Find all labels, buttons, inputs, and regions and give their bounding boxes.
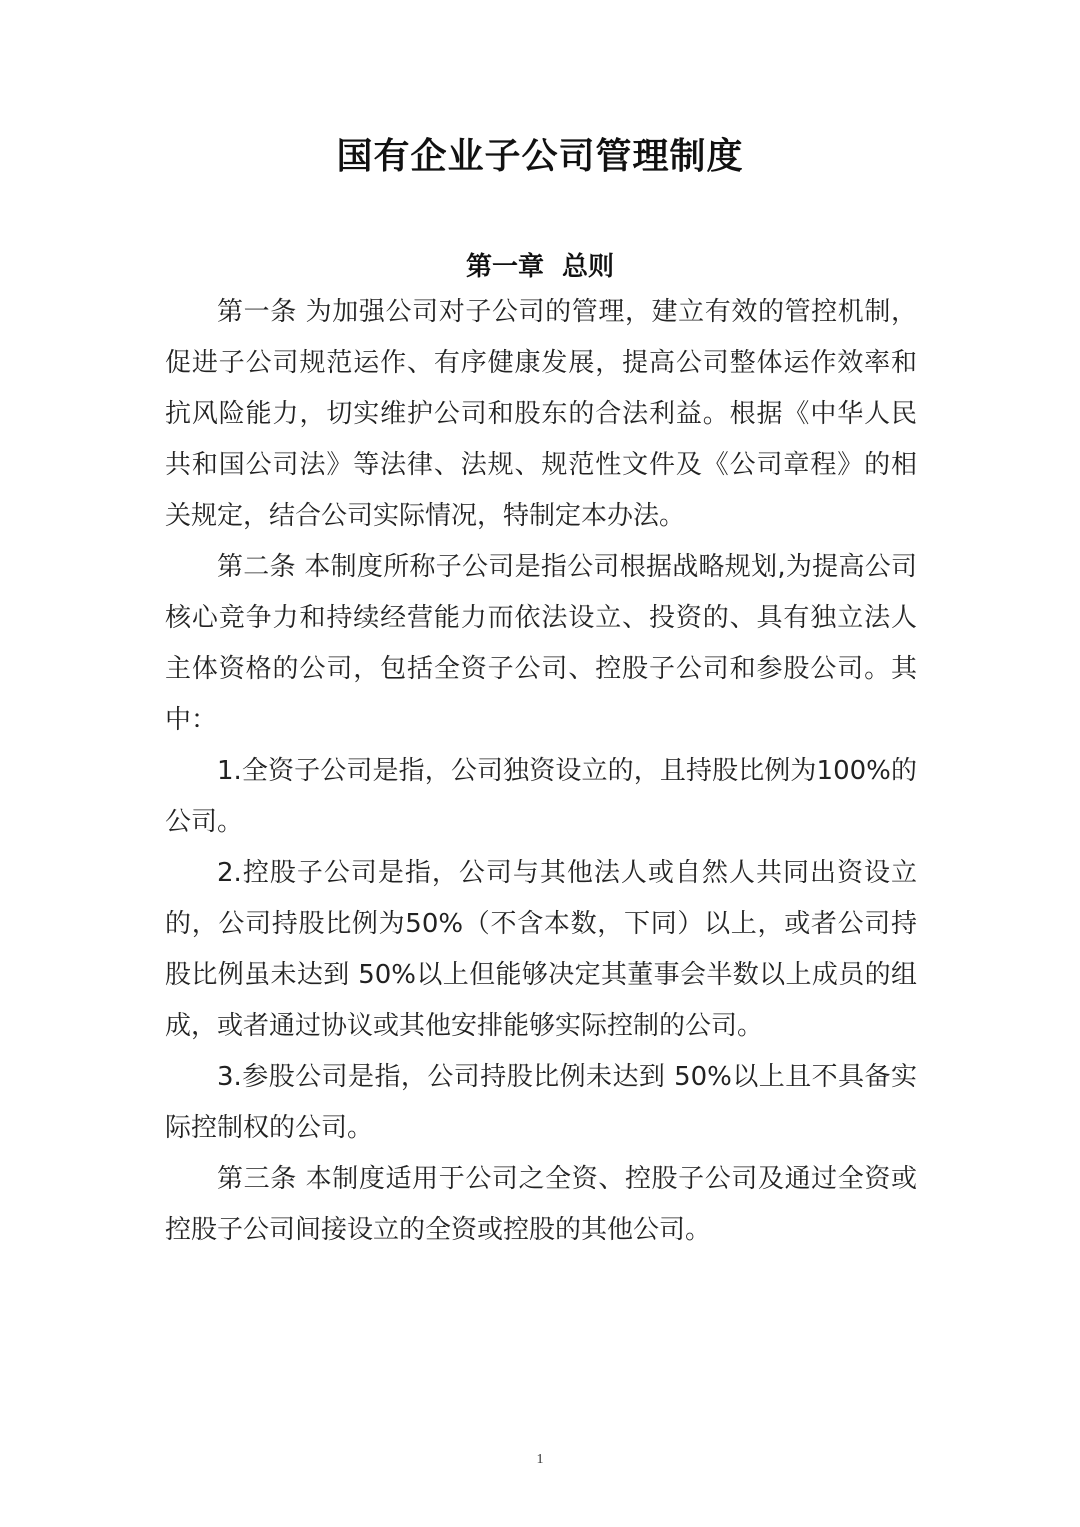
document-body bbox=[165, 287, 917, 1256]
clause-equity-participation-company: 3.参股公司是指，公司持股比例未达到 50%以上且不具备实际控制权的公司。 bbox=[165, 1062, 917, 1143]
chapter-heading: 第一章 总则 bbox=[465, 252, 615, 282]
page-number: 1 bbox=[536, 1452, 544, 1467]
clause-holding-subsidiary: 2.控股子公司是指，公司与其他法人或自然人共同出资设立的，公司持股比例为50%（不含本数，下同）以上，或者公司持股比例虽未达到 50%以上但能够决定其董事会半数以上成员的组成，或者通过协议或其他安排能够实际控制的公司。 bbox=[165, 858, 917, 1041]
clause-wholly-owned-subsidiary: 1.全资子公司是指，公司独资设立的，且持股比例为100%的公司。 bbox=[165, 756, 917, 837]
article-3-paragraph: 第三条 本制度适用于公司之全资、控股子公司及通过全资或控股子公司间接设立的全资或控股的其他公司。 bbox=[165, 1164, 917, 1245]
article-2-paragraph: 第二条 本制度所称子公司是指公司根据战略规划,为提高公司核心竞争力和持续经营能力而依法设立、投资的、具有独立法人主体资格的公司，包括全资子公司、控股子公司和参股公司。其中： bbox=[165, 552, 917, 735]
article-1-paragraph: 第一条 为加强公司对子公司的管理，建立有效的管控机制，促进子公司规范运作、有序健康发展，提高公司整体运作效率和抗风险能力，切实维护公司和股东的合法利益。根据《中华人民共和国公司法》等法律、法规、规范性文件及《公司章程》的相关规定，结合公司实际情况，特制定本办法。 bbox=[165, 297, 917, 531]
document-title: 国有企业子公司管理制度 bbox=[336, 136, 744, 177]
